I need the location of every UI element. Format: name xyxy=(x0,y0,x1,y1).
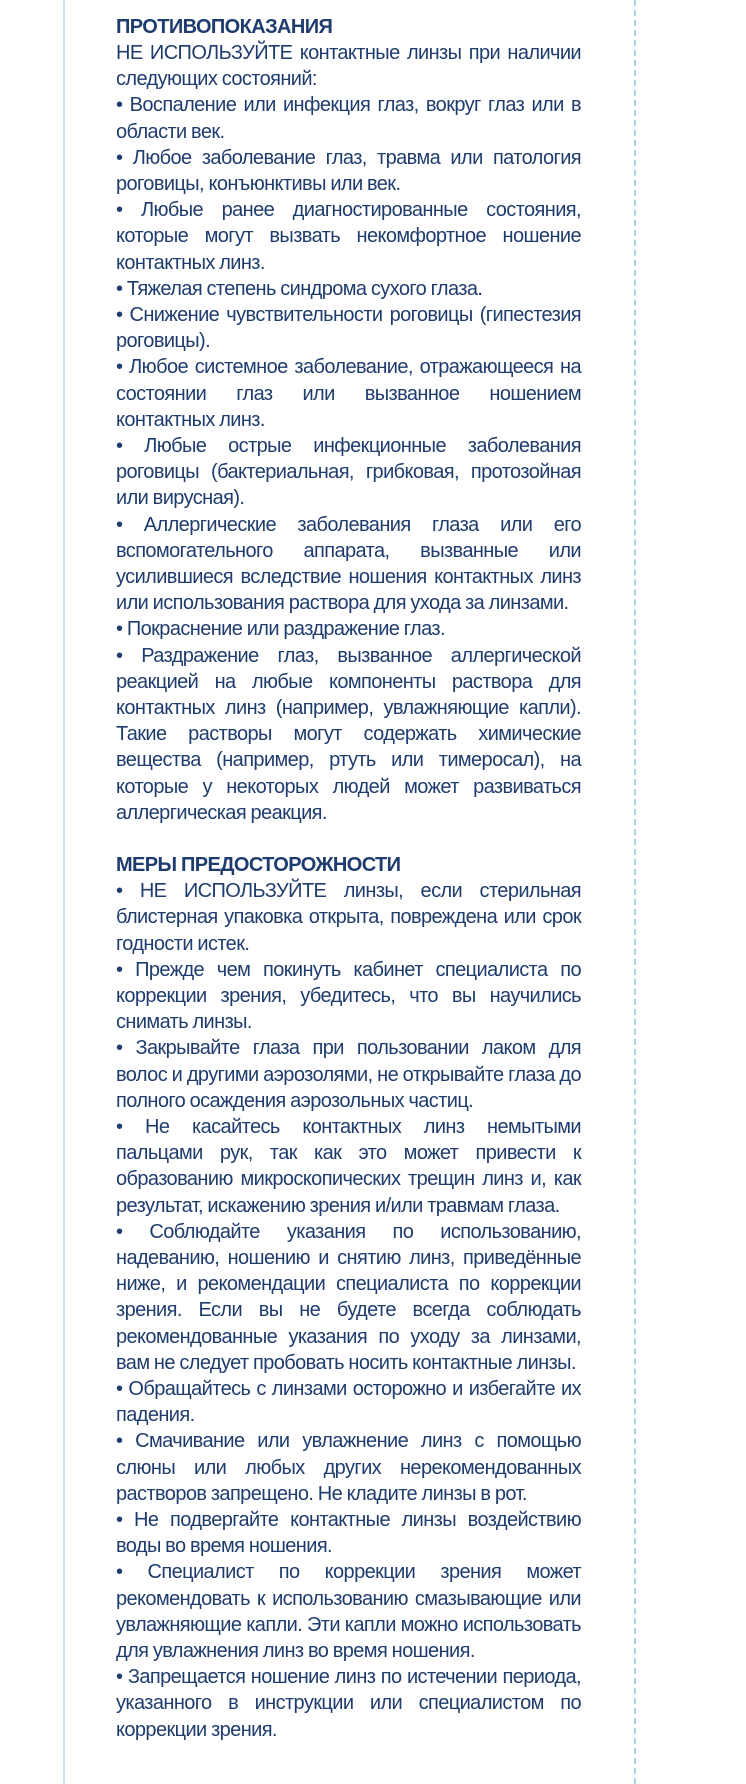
left-margin-line xyxy=(63,0,65,1784)
list-item: • Аллергические заболевания глаза или его вспомогательного аппарата, вызванные или усилившиеся вследствие ношения контактных линз или использования раствора для ухода за линзами. xyxy=(116,513,581,615)
list-item: • Не подвергайте контактные линзы воздействию воды во время ношения. xyxy=(116,1508,581,1558)
list-item: • Покраснение или раздражение глаз. xyxy=(116,618,445,641)
intro-paragraph: НЕ ИСПОЛЬЗУЙТЕ контактные линзы при наличии следующих состояний: xyxy=(116,42,581,91)
list-item: • Тяжелая степень синдрома сухого глаза. xyxy=(116,277,483,300)
list-item: • Снижение чувствительности роговицы (гипестезия роговицы). xyxy=(116,304,581,353)
list-item: • Любые ранее диагностированные состояния, которые могут вызвать некомфортное ношение контактных линз. xyxy=(116,199,581,274)
list-item: • Любые острые инфекционные заболевания роговицы (бактериальная, грибковая, протозойная или вирусная). xyxy=(116,435,581,510)
list-item: • Любое системное заболевание, отражающееся на состоянии глаз или вызванное ношением контактных линз. xyxy=(116,356,581,431)
contraindications-section xyxy=(116,14,581,826)
list-item: • Обращайтесь с линзами осторожно и избегайте их падения. xyxy=(116,1377,581,1427)
cut-line xyxy=(634,0,636,1784)
list-item: • Закрывайте глаза при пользовании лаком для волос и другими аэрозолями, не открывайте глаза до полного осаждения аэрозольных частиц. xyxy=(116,1037,581,1112)
list-item: • Запрещается ношение линз по истечении периода, указанного в инструкции или специалистом по коррекции зрения. xyxy=(116,1666,581,1741)
list-item: • НЕ ИСПОЛЬЗУЙТЕ линзы, если стерильная блистерная упаковка открыта, повреждена или срок годности истек. xyxy=(116,880,581,955)
list-item: • Раздражение глаз, вызванное аллергической реакцией на любые компоненты раствора для контактных линз (например, увлажняющие капли). Такие растворы могут содержать химические вещества (например, ртуть или тимеросал), на которые у некоторых людей может развиваться аллергическая реакция. xyxy=(116,644,581,824)
precautions-section xyxy=(116,852,581,1743)
list-item: • Соблюдайте указания по использованию, надеванию, ношению и снятию линз, приведённые ниже, и рекомендации специалиста по коррекции зрения. Если вы не будете всегда соблюдать рекомендованные указания по уходу за линзами, вам не следует пробовать носить контактные линзы. xyxy=(116,1220,581,1374)
list-item: • Любое заболевание глаз, травма или патология роговицы, конъюнктивы или век. xyxy=(116,146,581,196)
list-item: • Не касайтесь контактных линз немытыми пальцами рук, так как это может привести к образованию микроскопических трещин линз и, как результат, искажению зрения и/или травмам глаза. xyxy=(116,1115,581,1217)
list-item: • Специалист по коррекции зрения может рекомендовать к использованию смазывающие или увлажняющие капли. Эти капли можно использовать для увлажнения линз во время ношения. xyxy=(116,1561,581,1662)
section-title: МЕРЫ ПРЕДОСТОРОЖНОСТИ xyxy=(116,854,401,877)
section-title: ПРОТИВОПОКАЗАНИЯ xyxy=(116,16,333,38)
list-item: • Воспаление или инфекция глаз, вокруг глаз или в области век. xyxy=(116,94,581,143)
leaflet-text xyxy=(116,14,581,1743)
list-item: • Прежде чем покинуть кабинет специалиста по коррекции зрения, убедитесь, что вы научились снимать линзы. xyxy=(116,958,581,1034)
list-item: • Смачивание или увлажнение линз с помощью слюны или любых других нерекомендованных растворов запрещено. Не кладите линзы в рот. xyxy=(116,1430,581,1505)
